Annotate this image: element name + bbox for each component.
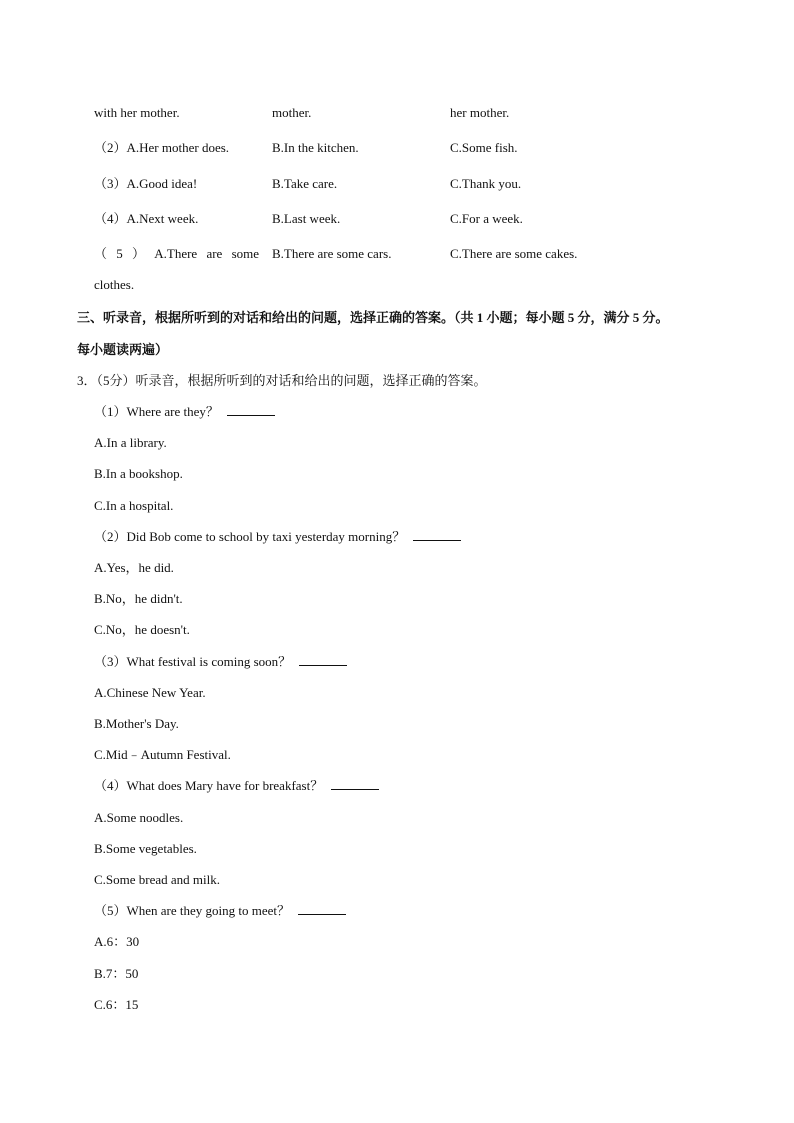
row5-option-a: （ 5 ） A.There are some bbox=[94, 246, 260, 261]
q5-option-b: B.7：50 bbox=[94, 966, 139, 981]
answer-blank-1[interactable] bbox=[227, 405, 275, 416]
row4-option-a: （4）A.Next week. bbox=[94, 211, 199, 226]
section-header-line2: 每小题读两遍） bbox=[77, 342, 169, 357]
row3-option-a: （3）A.Good idea! bbox=[94, 176, 198, 191]
sub-question-4 bbox=[94, 778, 379, 794]
row0-col-a: with her mother. bbox=[94, 105, 180, 120]
q4-option-a: A.Some noodles. bbox=[94, 810, 184, 825]
answer-blank-5[interactable] bbox=[298, 904, 346, 915]
sub-question-1-text: （1）Where are they？ bbox=[94, 404, 219, 419]
row5-option-b: B.There are some cars. bbox=[272, 246, 392, 261]
row0-col-b: mother. bbox=[272, 105, 312, 120]
row2-option-b: B.In the kitchen. bbox=[272, 140, 359, 155]
sub-question-2-text: （2）Did Bob come to school by taxi yesterday morning？ bbox=[94, 529, 406, 544]
row3-option-c: C.Thank you. bbox=[450, 176, 522, 191]
q3-option-c: C.Mid﹣Autumn Festival. bbox=[94, 747, 231, 762]
sub-question-3-text: （3）What festival is coming soon？ bbox=[94, 654, 292, 669]
row3-option-b: B.Take care. bbox=[272, 176, 338, 191]
q1-option-b: B.In a bookshop. bbox=[94, 466, 183, 481]
answer-blank-4[interactable] bbox=[331, 779, 379, 790]
sub-question-5 bbox=[94, 903, 346, 919]
sub-question-2 bbox=[94, 529, 461, 545]
answer-blank-3[interactable] bbox=[299, 655, 347, 666]
q3-option-a: A.Chinese New Year. bbox=[94, 685, 206, 700]
question-3-title: 3．（5分）听录音，根据所听到的对话和给出的问题，选择正确的答案。 bbox=[77, 373, 487, 388]
q2-option-a: A.Yes，he did. bbox=[94, 560, 174, 575]
row5-continuation: clothes. bbox=[94, 277, 135, 292]
row2-option-c: C.Some fish. bbox=[450, 140, 518, 155]
row5-option-c: C.There are some cakes. bbox=[450, 246, 578, 261]
q3-option-b: B.Mother's Day. bbox=[94, 716, 179, 731]
sub-question-1 bbox=[94, 404, 275, 420]
section-header-line1: 三、听录音，根据所听到的对话和给出的问题，选择正确的答案。（共 1 小题；每小题 5 分，满分 5 分。 bbox=[77, 310, 669, 325]
row0-col-c: her mother. bbox=[450, 105, 510, 120]
q2-option-c: C.No，he doesn't. bbox=[94, 622, 190, 637]
q4-option-c: C.Some bread and milk. bbox=[94, 872, 221, 887]
q5-option-a: A.6：30 bbox=[94, 934, 140, 949]
row4-option-c: C.For a week. bbox=[450, 211, 523, 226]
row2-option-a: （2）A.Her mother does. bbox=[94, 140, 230, 155]
answer-blank-2[interactable] bbox=[413, 530, 461, 541]
q5-option-c: C.6：15 bbox=[94, 997, 139, 1012]
q1-option-a: A.In a library. bbox=[94, 435, 167, 450]
sub-question-5-text: （5）When are they going to meet？ bbox=[94, 903, 291, 918]
q1-option-c: C.In a hospital. bbox=[94, 498, 174, 513]
row4-option-b: B.Last week. bbox=[272, 211, 341, 226]
q4-option-b: B.Some vegetables. bbox=[94, 841, 197, 856]
sub-question-4-text: （4）What does Mary have for breakfast？ bbox=[94, 778, 324, 793]
sub-question-3 bbox=[94, 654, 347, 670]
q2-option-b: B.No，he didn't. bbox=[94, 591, 183, 606]
